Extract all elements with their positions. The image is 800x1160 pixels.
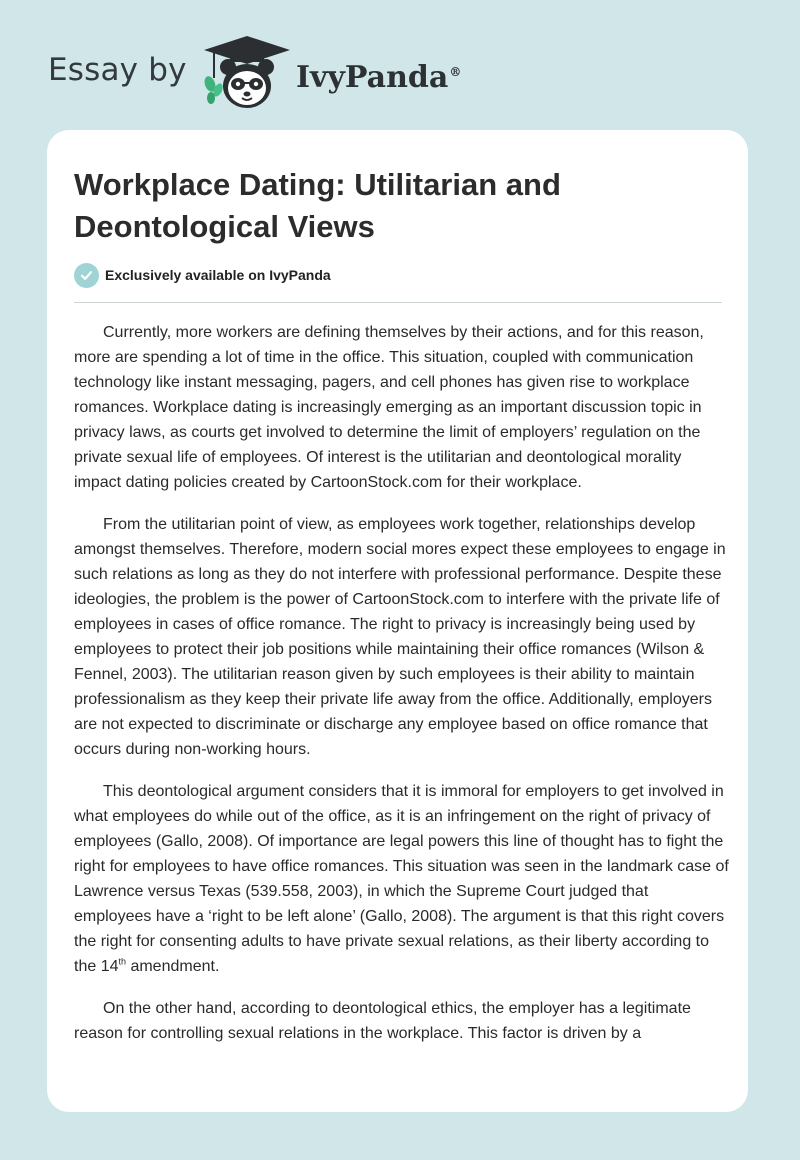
paragraph: From the utilitarian point of view, as employees work together, relationships develop amongst themselves. Therefore, modern social mores expect these employees to engage in such relations as long as they do not interfere with professional performance. Despite these ideologies, the problem is the power of CartoonStock.com to interfere with the private life of employees in cases of office romance. The right to privacy is increasingly being used by employees to protect their job positions while maintaining their office romances (Wilson & Fennel, 2003). The utilitarian reason given by such employees is their ability to maintain professionalism as they keep their private life away from the office. Additionally, employers are not expected to discriminate or discharge any employee based on office romance that occurs during non-working hours. xyxy=(74,516,726,758)
registered-mark: ® xyxy=(449,65,462,79)
paragraph-text: This deontological argument considers that it is immoral for employers to get involved in what employees do while out of the office, as it is an infringement on the right of privacy of employees (Gallo, 2008). Of importance are legal powers this line of thought has to fight the right for employees to have office romances. This situation was seen in the landmark case of Lawrence versus Texas (539.558, 2003), in which the Supreme Court judged that employees have a ‘right to be left alone’ (Gallo, 2008). The argument is that this right covers the right for consenting adults to have private sexual relations, as their liberty according to the 14 xyxy=(74,783,729,975)
paragraph xyxy=(74,779,729,979)
essay-title: Workplace Dating: Utilitarian and Deontological Views xyxy=(74,167,561,244)
paragraph: Currently, more workers are defining themselves by their actions, and for this reason, more are spending a lot of time in the office. This situation, coupled with communication technology like instant messaging, pagers, and cell phones has given rise to workplace romances. Workplace dating is increasingly emerging as an important discussion topic in privacy laws, as courts get involved to determine the limit of employers’ regulation on the private sexual life of employees. Of interest is the utilitarian and deontological morality impact dating policies created by CartoonStock.com for their workplace. xyxy=(74,324,704,491)
panda-graduate-icon[interactable] xyxy=(200,34,294,110)
exclusive-badge xyxy=(74,262,331,288)
divider xyxy=(74,302,722,303)
brand-name[interactable]: IvyPanda® xyxy=(296,60,462,95)
essay-body xyxy=(74,320,729,1063)
paragraph-text-end: amendment. xyxy=(126,958,220,975)
essay-by-label: Essay by xyxy=(48,52,187,88)
ordinal-suffix: th xyxy=(118,956,126,967)
check-circle-icon xyxy=(74,263,99,288)
paragraph: On the other hand, according to deontological ethics, the employer has a legitimate reason for controlling sexual relations in the workplace. This factor is driven by a xyxy=(74,1000,691,1042)
badge-label: Exclusively available on IvyPanda xyxy=(105,267,331,283)
site-header xyxy=(0,0,800,130)
essay-card xyxy=(47,130,748,1112)
